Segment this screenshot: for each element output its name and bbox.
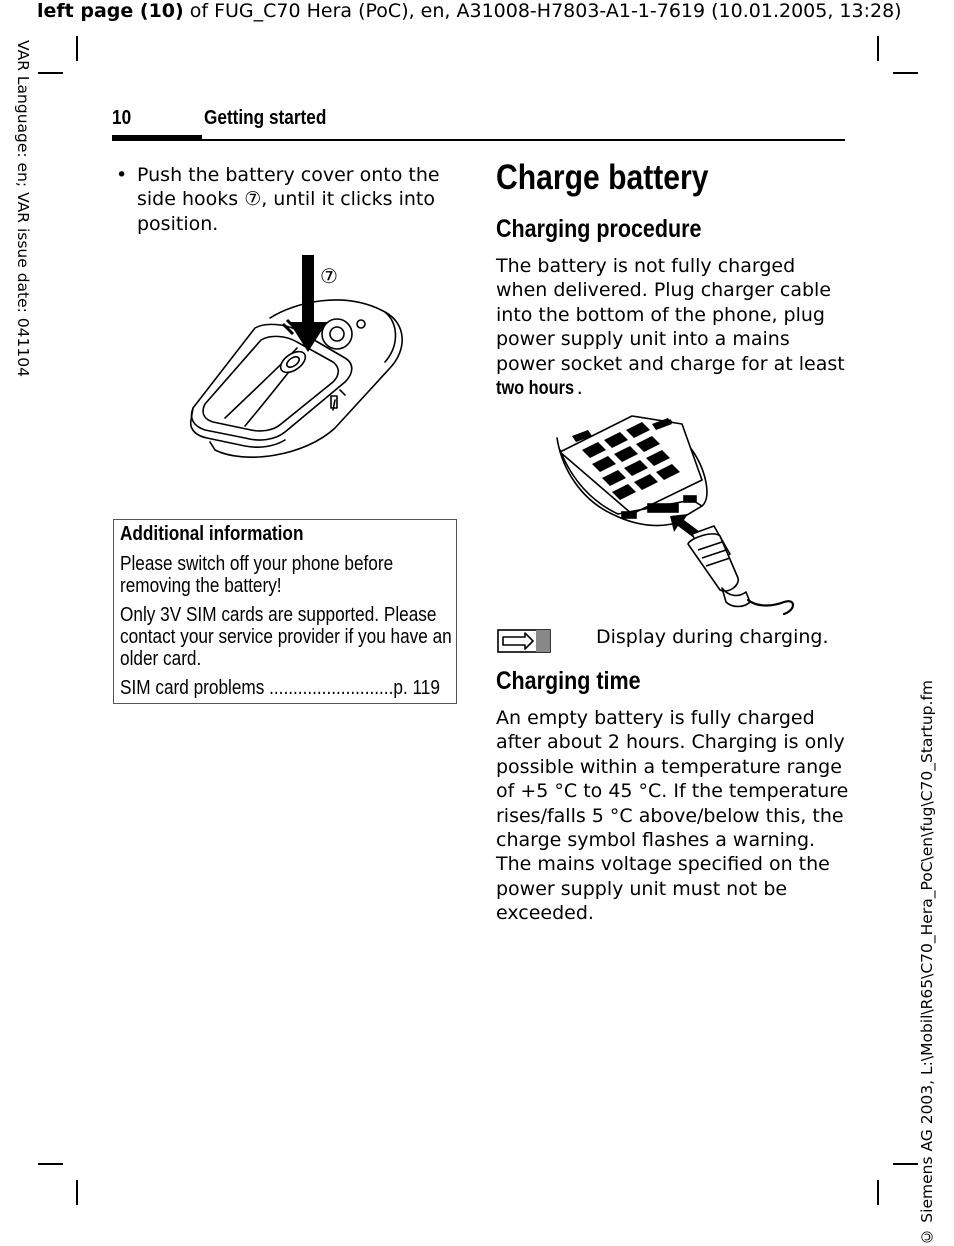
bullet-text	[137, 163, 457, 236]
info-para1-line1: Please switch off your phone before	[120, 553, 394, 575]
crop-mark-bottom-right-v	[877, 1180, 879, 1205]
display-caption: Display during charging.	[596, 626, 829, 648]
side-note-left: VAR Language: en; VAR issue date: 041104	[14, 40, 32, 377]
figure-callout: ⑦	[320, 264, 338, 288]
side-note-right: © Siemens AG 2003, L:\Mobil\R65\C70_Hera_PoC\en\fug\C70_Startup.fm	[918, 680, 936, 1246]
procedure-period: .	[576, 377, 583, 400]
section-title: Getting started	[204, 107, 327, 129]
time-line-4: of +5 °C to 45 °C. If the temperature	[496, 780, 849, 803]
bullet-marker: •	[116, 164, 128, 186]
info-ref-label: SIM card problems ..........................	[120, 677, 394, 699]
crop-mark-bottom-left-v	[76, 1180, 78, 1205]
crop-mark-bottom-left-h	[38, 1163, 63, 1165]
crop-mark-top-right-h	[893, 72, 918, 74]
info-ref-page: p. 119	[393, 677, 440, 699]
info-para1-line2: removing the battery!	[120, 575, 282, 597]
procedure-line-2: when delivered. Plug charger cable	[496, 279, 832, 302]
time-line-1: An empty battery is fully charged	[496, 707, 815, 729]
info-para2-line3: older card.	[120, 648, 202, 670]
procedure-line-5: power socket and charge for at least	[496, 352, 845, 375]
print-metadata-rest: of FUG_C70 Hera (PoC), en, A31008-H7803-A1-1-7619 (10.01.2005, 13:28)	[183, 0, 902, 22]
crop-mark-top-left-v	[76, 36, 78, 61]
header-rule	[112, 139, 845, 141]
charging-time-heading: Charging time	[496, 667, 641, 695]
print-metadata	[37, 0, 902, 22]
charger-plug-illustration	[552, 410, 802, 620]
battery-cover-illustration	[185, 250, 410, 470]
procedure-line-6	[496, 376, 846, 401]
battery-charging-icon	[497, 627, 553, 655]
info-para2-line1: Only 3V SIM cards are supported. Please	[120, 604, 437, 626]
page-number: 10	[112, 107, 132, 129]
procedure-line-4: power supply unit into a mains	[496, 328, 790, 351]
additional-info-box	[113, 519, 457, 704]
time-line-5: rises/falls 5 °C above/below this, the	[496, 804, 844, 827]
two-hours-emphasis: two hours	[496, 378, 575, 400]
time-line-6: charge symbol flashes a warning.	[496, 829, 816, 852]
chapter-title: Charge battery	[496, 158, 709, 197]
procedure-line-3: into the bottom of the phone, plug	[496, 303, 825, 326]
info-cross-reference[interactable]	[120, 677, 440, 700]
time-line-3: possible within a temperature range	[496, 755, 842, 778]
charging-procedure-heading: Charging procedure	[496, 215, 702, 243]
bullet-line-2: side hooks ⑦, until it clicks into	[137, 188, 435, 211]
crop-mark-top-right-v	[877, 36, 879, 61]
crop-mark-top-left-h	[38, 72, 63, 74]
bullet-line-3: position.	[137, 212, 219, 235]
bullet-line-1: Push the battery cover onto the	[137, 164, 440, 186]
print-metadata-page: left page (10)	[37, 0, 184, 22]
charging-procedure-text	[496, 254, 846, 401]
procedure-line-1: The battery is not fully charged	[496, 255, 796, 277]
time-line-2: after about 2 hours. Charging is only	[496, 731, 845, 754]
time-line-7: The mains voltage specified on the	[496, 853, 830, 876]
crop-mark-bottom-right-h	[893, 1163, 918, 1165]
time-line-8: power supply unit must not be	[496, 877, 788, 900]
charging-time-text	[496, 706, 849, 926]
info-para2-line2: contact your service provider if you have an	[120, 626, 452, 648]
time-line-9: exceeded.	[496, 902, 594, 925]
info-box-title: Additional information	[120, 523, 304, 545]
